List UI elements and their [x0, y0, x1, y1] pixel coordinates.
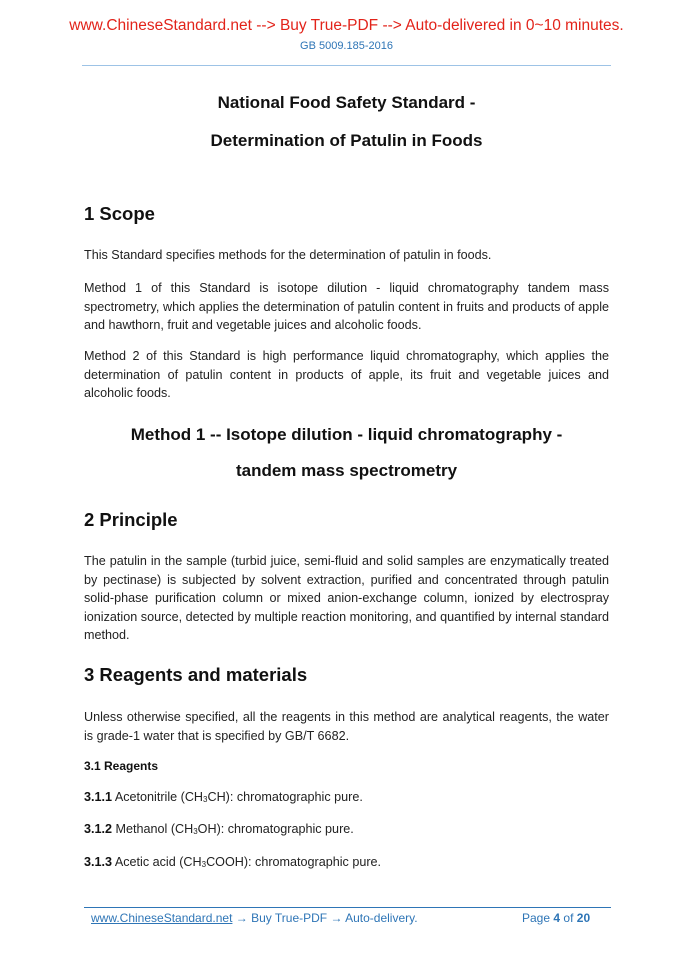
- footer-promo: [91, 911, 418, 925]
- footer-divider: [84, 907, 611, 908]
- subscript: 3: [203, 795, 208, 804]
- reagent-item-rest: CH): chromatographic pure.: [207, 790, 363, 804]
- scope-paragraph-2: Method 1 of this Standard is isotope dilution - liquid chromatography tandem mass spectrometry, which applies the determination of patulin content in fruits and products of apple and hawthorn, fruit and vegetable juices and alcoholic foods.: [84, 281, 609, 332]
- method1-heading-line2: tandem mass spectrometry: [235, 461, 458, 480]
- page-current: 4: [553, 911, 561, 925]
- footer-promo-text: → Buy True-PDF → Auto-delivery.: [232, 911, 418, 925]
- subsection-heading-reagents: 3.1 Reagents: [84, 759, 159, 773]
- footer-site-link[interactable]: www.ChineseStandard.net: [91, 911, 233, 925]
- page-label: Page: [522, 911, 551, 925]
- method1-heading-line1: Method 1 -- Isotope dilution - liquid chromatography -: [130, 425, 563, 444]
- reagent-item: [84, 855, 381, 869]
- reagent-item-rest: COOH): chromatographic pure.: [206, 855, 382, 869]
- reagents-paragraph: Unless otherwise specified, all the reagents in this method are analytical reagents, the water is grade-1 water that is specified by GB/T 6682.: [84, 710, 609, 743]
- reagent-item-name: Acetic acid (CH: [114, 855, 202, 869]
- reagent-item-rest: OH): chromatographic pure.: [197, 822, 354, 836]
- subscript: 3: [201, 860, 207, 869]
- document-title-line1: National Food Safety Standard -: [217, 93, 476, 112]
- section-heading-scope: 1 Scope: [84, 203, 155, 224]
- promo-banner[interactable]: www.ChineseStandard.net --> Buy True-PDF --> Auto-delivered in 0~10 minutes.: [69, 17, 624, 34]
- reagent-item-name: Acetonitrile (CH: [114, 790, 204, 804]
- reagent-item-number: 3.1.1: [84, 790, 113, 804]
- document-title-line2: Determination of Patulin in Foods: [210, 131, 483, 150]
- page-total: 20: [576, 911, 591, 925]
- section-heading-reagents: 3 Reagents and materials: [84, 664, 308, 685]
- scope-paragraph-3: Method 2 of this Standard is high performance liquid chromatography, which applies the determination of patulin content in products of apple, its fruit and vegetable juices and alcoholic foods.: [84, 349, 609, 400]
- header-divider: [82, 65, 611, 66]
- reagent-item-number: 3.1.3: [84, 855, 113, 869]
- scope-paragraph-1: This Standard specifies methods for the determination of patulin in foods.: [84, 248, 492, 262]
- reagent-item-name: Methanol (CH: [115, 822, 194, 836]
- principle-paragraph: The patulin in the sample (turbid juice, semi-fluid and solid samples are enzymatically treated by pectinase) is subjected by solvent extraction, purified and concentrated through patulin solid-phase purification column or mixed anion-exchange column, ionized by electrospray ionization source, detected by multiple reaction monitoring, and quantified by internal standard method.: [84, 554, 609, 642]
- section-heading-principle: 2 Principle: [84, 509, 178, 530]
- standard-code: GB 5009.185-2016: [300, 40, 393, 52]
- subscript: 3: [193, 827, 198, 836]
- reagent-item: [84, 822, 354, 836]
- page-indicator: [522, 911, 590, 925]
- reagent-item-number: 3.1.2: [84, 822, 113, 836]
- page-of-label: of: [563, 911, 574, 925]
- reagent-item: [84, 790, 363, 804]
